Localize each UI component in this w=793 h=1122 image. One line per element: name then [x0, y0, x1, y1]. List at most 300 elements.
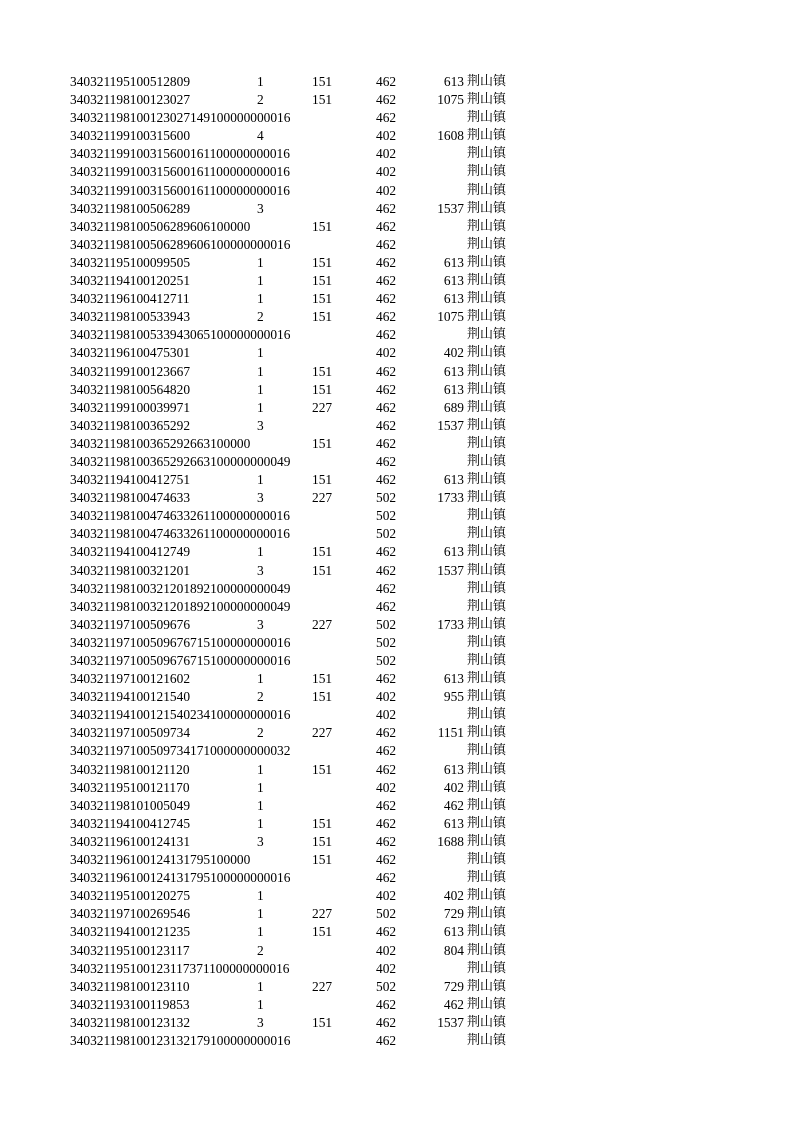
town-cell: 荆山镇 [467, 291, 507, 307]
amount-b-cell: 462 [376, 761, 397, 777]
amount-a-cell: 151 [312, 363, 333, 379]
id-cell: 340321198100365292663100000000049 [70, 453, 291, 469]
count-cell: 2 [257, 942, 264, 958]
id-cell: 340321197100509676715100000000016 [70, 634, 291, 650]
id-cell: 340321198100506289606100000000016 [70, 236, 291, 252]
town-cell: 荆山镇 [467, 852, 507, 868]
total-cell: 1537 [437, 1014, 464, 1030]
amount-a-cell: 227 [312, 616, 333, 632]
id-cell: 340321195100121170 [70, 779, 190, 795]
table-row [70, 1014, 530, 1032]
amount-b-cell: 462 [376, 996, 397, 1012]
amount-b-cell: 462 [376, 797, 397, 813]
amount-b-cell: 462 [376, 852, 397, 868]
id-cell: 340321198100321201 [70, 562, 191, 578]
amount-a-cell: 151 [312, 291, 333, 307]
id-cell: 340321193100119853 [70, 996, 190, 1012]
town-cell: 荆山镇 [467, 526, 507, 542]
amount-a-cell: 151 [312, 562, 333, 578]
total-cell: 613 [443, 363, 464, 379]
count-cell: 2 [257, 92, 264, 108]
amount-b-cell: 502 [376, 634, 397, 650]
amount-a-cell: 151 [312, 924, 333, 940]
amount-b-cell: 462 [376, 74, 397, 89]
id-cell: 340321199100039971 [70, 399, 191, 415]
amount-b-cell: 462 [376, 598, 397, 614]
id-cell: 340321197100509734171000000000032 [70, 743, 291, 759]
amount-b-cell: 462 [376, 399, 397, 415]
id-cell: 340321198100121120 [70, 761, 190, 777]
id-cell: 340321198100123110 [70, 978, 190, 994]
id-cell: 340321199100315600161100000000016 [70, 182, 290, 198]
table-row [70, 761, 530, 779]
amount-b-cell: 502 [376, 616, 397, 632]
total-cell: 804 [443, 942, 464, 958]
amount-a-cell: 151 [312, 671, 333, 687]
table-row [70, 724, 530, 742]
table-row [70, 200, 530, 218]
table-row [70, 978, 530, 996]
id-cell: 340321196100124131795100000 [70, 852, 251, 868]
table-row [70, 942, 530, 960]
count-cell: 4 [257, 128, 264, 144]
count-cell: 3 [257, 1014, 264, 1030]
amount-a-cell: 151 [312, 254, 333, 270]
town-cell: 荆山镇 [467, 580, 507, 596]
town-cell: 荆山镇 [467, 1014, 507, 1030]
total-cell: 462 [443, 797, 464, 813]
table-row [70, 562, 530, 580]
count-cell: 1 [257, 544, 264, 560]
amount-b-cell: 502 [376, 653, 397, 668]
amount-b-cell: 462 [376, 92, 397, 108]
count-cell: 1 [257, 291, 264, 307]
id-cell: 340321198100365292663100000 [70, 435, 251, 451]
amount-b-cell: 402 [376, 128, 397, 144]
total-cell: 1537 [437, 200, 464, 216]
id-cell: 340321199100315600161100000000016 [70, 164, 290, 180]
table-row [70, 797, 530, 815]
count-cell: 3 [257, 616, 264, 632]
count-cell: 1 [257, 978, 264, 994]
table-row [70, 706, 530, 724]
amount-b-cell: 462 [376, 435, 397, 451]
id-cell: 340321198100365292 [70, 417, 191, 433]
town-cell: 荆山镇 [467, 345, 507, 361]
town-cell: 荆山镇 [467, 743, 507, 759]
table-row [70, 996, 530, 1014]
total-cell: 402 [443, 345, 464, 361]
total-cell: 1733 [437, 490, 464, 506]
id-cell: 340321197100509676 [70, 616, 191, 632]
id-cell: 340321198100321201892100000000049 [70, 580, 291, 596]
town-cell: 荆山镇 [467, 544, 507, 560]
table-row [70, 833, 530, 851]
amount-a-cell: 151 [312, 815, 333, 831]
count-cell: 1 [257, 345, 264, 361]
amount-b-cell: 462 [376, 580, 397, 596]
town-cell: 荆山镇 [467, 598, 507, 614]
id-cell: 340321198100506289 [70, 200, 191, 216]
amount-b-cell: 502 [376, 490, 397, 506]
count-cell: 1 [257, 761, 264, 777]
total-cell: 613 [443, 254, 464, 270]
amount-b-cell: 462 [376, 363, 397, 379]
count-cell: 1 [257, 797, 264, 813]
amount-b-cell: 462 [376, 218, 397, 234]
town-cell: 荆山镇 [467, 490, 507, 506]
town-cell: 荆山镇 [467, 327, 507, 343]
total-cell: 1733 [437, 616, 464, 632]
table-row [70, 887, 530, 905]
id-cell: 340321198100123132179100000000016 [70, 1032, 291, 1048]
town-cell: 荆山镇 [467, 92, 507, 108]
amount-a-cell: 227 [312, 978, 333, 994]
town-cell: 荆山镇 [467, 797, 507, 813]
total-cell: 1537 [437, 417, 464, 433]
town-cell: 荆山镇 [467, 273, 507, 289]
amount-b-cell: 502 [376, 526, 397, 542]
town-cell: 荆山镇 [467, 200, 507, 216]
table-row [70, 1032, 530, 1050]
id-cell: 340321198100123027149100000000016 [70, 110, 291, 126]
amount-b-cell: 402 [376, 182, 397, 198]
total-cell: 613 [443, 544, 464, 560]
id-cell: 340321198100123132 [70, 1014, 191, 1030]
total-cell: 613 [443, 671, 464, 687]
count-cell: 2 [257, 689, 264, 705]
id-cell: 340321195100123117371100000000016 [70, 960, 290, 976]
table-row [70, 634, 530, 652]
id-cell: 340321198100533943 [70, 309, 191, 325]
amount-b-cell: 462 [376, 110, 397, 126]
amount-a-cell: 151 [312, 761, 333, 777]
table-row [70, 91, 530, 109]
id-cell: 340321198100321201892100000000049 [70, 598, 291, 614]
count-cell: 1 [257, 924, 264, 940]
amount-b-cell: 402 [376, 164, 397, 180]
total-cell: 1608 [437, 128, 464, 144]
table-row [70, 435, 530, 453]
town-cell: 荆山镇 [467, 978, 507, 994]
id-cell: 340321195100120275 [70, 888, 191, 904]
table-row [70, 670, 530, 688]
table-row [70, 236, 530, 254]
count-cell: 2 [257, 725, 264, 741]
amount-a-cell: 151 [312, 852, 333, 868]
table-row [70, 308, 530, 326]
count-cell: 3 [257, 562, 264, 578]
id-cell: 340321194100121235 [70, 924, 191, 940]
amount-b-cell: 402 [376, 146, 397, 162]
table-row [70, 344, 530, 362]
total-cell: 613 [443, 815, 464, 831]
amount-b-cell: 462 [376, 562, 397, 578]
amount-a-cell: 151 [312, 833, 333, 849]
amount-b-cell: 462 [376, 200, 397, 216]
town-cell: 荆山镇 [467, 453, 507, 469]
amount-b-cell: 502 [376, 978, 397, 994]
amount-a-cell: 151 [312, 273, 333, 289]
table-row [70, 815, 530, 833]
total-cell: 955 [443, 689, 464, 705]
town-cell: 荆山镇 [467, 508, 507, 524]
id-cell: 340321198100474633261100000000016 [70, 508, 290, 524]
id-cell: 340321198101005049 [70, 797, 191, 813]
count-cell: 1 [257, 74, 264, 89]
total-cell: 613 [443, 291, 464, 307]
town-cell: 荆山镇 [467, 218, 507, 234]
amount-b-cell: 462 [376, 236, 397, 252]
table-row [70, 326, 530, 344]
amount-a-cell: 151 [312, 92, 333, 108]
count-cell: 1 [257, 254, 264, 270]
table-row [70, 525, 530, 543]
town-cell: 荆山镇 [467, 128, 507, 144]
amount-a-cell: 151 [312, 435, 333, 451]
town-cell: 荆山镇 [467, 996, 507, 1012]
total-cell: 1151 [437, 725, 464, 741]
town-cell: 荆山镇 [467, 815, 507, 831]
town-cell: 荆山镇 [467, 689, 507, 705]
id-cell: 340321196100124131795100000000016 [70, 870, 291, 886]
town-cell: 荆山镇 [467, 653, 507, 668]
amount-b-cell: 462 [376, 453, 397, 469]
table-row [70, 363, 530, 381]
town-cell: 荆山镇 [467, 870, 507, 886]
amount-a-cell: 151 [312, 472, 333, 488]
count-cell: 3 [257, 490, 264, 506]
table-row [70, 417, 530, 435]
id-cell: 340321199100315600 [70, 128, 191, 144]
amount-a-cell: 227 [312, 906, 333, 922]
table-row [70, 73, 530, 91]
id-cell: 340321197100269546 [70, 906, 191, 922]
table-row [70, 471, 530, 489]
town-cell: 荆山镇 [467, 435, 507, 451]
town-cell: 荆山镇 [467, 182, 507, 198]
table-row [70, 127, 530, 145]
amount-a-cell: 227 [312, 399, 333, 415]
amount-b-cell: 402 [376, 707, 397, 723]
table-row [70, 652, 530, 670]
table-row [70, 598, 530, 616]
town-cell: 荆山镇 [467, 888, 507, 904]
amount-b-cell: 462 [376, 815, 397, 831]
table-row [70, 688, 530, 706]
table-row [70, 960, 530, 978]
id-cell: 340321198100506289606100000 [70, 218, 251, 234]
amount-a-cell: 151 [312, 689, 333, 705]
town-cell: 荆山镇 [467, 671, 507, 687]
town-cell: 荆山镇 [467, 146, 507, 162]
town-cell: 荆山镇 [467, 254, 507, 270]
total-cell: 1075 [437, 92, 464, 108]
id-cell: 340321194100121540234100000000016 [70, 707, 291, 723]
count-cell: 3 [257, 833, 264, 849]
id-cell: 340321194100412749 [70, 544, 191, 560]
table-row [70, 489, 530, 507]
town-cell: 荆山镇 [467, 399, 507, 415]
total-cell: 729 [443, 906, 464, 922]
amount-b-cell: 402 [376, 689, 397, 705]
total-cell: 613 [443, 74, 464, 89]
amount-b-cell: 462 [376, 381, 397, 397]
count-cell: 3 [257, 200, 264, 216]
table-row [70, 923, 530, 941]
spreadsheet-table [70, 73, 530, 1050]
amount-b-cell: 462 [376, 743, 397, 759]
table-row [70, 779, 530, 797]
amount-a-cell: 151 [312, 218, 333, 234]
town-cell: 荆山镇 [467, 779, 507, 795]
total-cell: 402 [443, 888, 464, 904]
table-row [70, 218, 530, 236]
id-cell: 340321194100121540 [70, 689, 191, 705]
id-cell: 340321196100412711 [70, 291, 190, 307]
table-row [70, 163, 530, 181]
table-row [70, 616, 530, 634]
amount-a-cell: 227 [312, 725, 333, 741]
town-cell: 荆山镇 [467, 942, 507, 958]
amount-b-cell: 462 [376, 327, 397, 343]
town-cell: 荆山镇 [467, 417, 507, 433]
count-cell: 1 [257, 273, 264, 289]
table-row [70, 254, 530, 272]
id-cell: 340321195100099505 [70, 254, 191, 270]
amount-b-cell: 502 [376, 508, 397, 524]
table-row [70, 381, 530, 399]
table-row [70, 109, 530, 127]
table-row [70, 290, 530, 308]
table-row [70, 742, 530, 760]
count-cell: 1 [257, 906, 264, 922]
amount-b-cell: 402 [376, 779, 397, 795]
town-cell: 荆山镇 [467, 110, 507, 126]
id-cell: 340321198100474633261100000000016 [70, 526, 290, 542]
total-cell: 729 [443, 978, 464, 994]
amount-a-cell: 151 [312, 74, 333, 89]
town-cell: 荆山镇 [467, 634, 507, 650]
count-cell: 1 [257, 472, 264, 488]
amount-b-cell: 402 [376, 888, 397, 904]
amount-b-cell: 462 [376, 1032, 397, 1048]
amount-b-cell: 462 [376, 924, 397, 940]
total-cell: 613 [443, 924, 464, 940]
total-cell: 1537 [437, 562, 464, 578]
town-cell: 荆山镇 [467, 363, 507, 379]
table-row [70, 145, 530, 163]
amount-b-cell: 462 [376, 273, 397, 289]
amount-b-cell: 462 [376, 1014, 397, 1030]
id-cell: 340321197100509676715100000000016 [70, 653, 291, 668]
table-row [70, 869, 530, 887]
total-cell: 689 [443, 399, 464, 415]
total-cell: 613 [443, 273, 464, 289]
table-row [70, 272, 530, 290]
amount-b-cell: 462 [376, 671, 397, 687]
total-cell: 402 [443, 779, 464, 795]
amount-b-cell: 402 [376, 345, 397, 361]
id-cell: 340321196100475301 [70, 345, 191, 361]
town-cell: 荆山镇 [467, 833, 507, 849]
amount-b-cell: 462 [376, 725, 397, 741]
count-cell: 1 [257, 779, 264, 795]
id-cell: 340321198100123027 [70, 92, 191, 108]
town-cell: 荆山镇 [467, 164, 507, 180]
count-cell: 1 [257, 815, 264, 831]
total-cell: 613 [443, 381, 464, 397]
amount-b-cell: 462 [376, 544, 397, 560]
town-cell: 荆山镇 [467, 924, 507, 940]
count-cell: 1 [257, 399, 264, 415]
table-row [70, 851, 530, 869]
town-cell: 荆山镇 [467, 472, 507, 488]
total-cell: 613 [443, 472, 464, 488]
amount-b-cell: 462 [376, 472, 397, 488]
total-cell: 613 [443, 761, 464, 777]
town-cell: 荆山镇 [467, 906, 507, 922]
table-row [70, 399, 530, 417]
town-cell: 荆山镇 [467, 562, 507, 578]
id-cell: 340321195100123117 [70, 942, 190, 958]
id-cell: 340321194100120251 [70, 273, 191, 289]
id-cell: 340321196100124131 [70, 833, 191, 849]
id-cell: 340321195100512809 [70, 74, 191, 89]
town-cell: 荆山镇 [467, 616, 507, 632]
count-cell: 3 [257, 417, 264, 433]
table-row [70, 453, 530, 471]
amount-a-cell: 227 [312, 490, 333, 506]
id-cell: 340321194100412745 [70, 815, 191, 831]
town-cell: 荆山镇 [467, 381, 507, 397]
town-cell: 荆山镇 [467, 725, 507, 741]
amount-a-cell: 151 [312, 309, 333, 325]
amount-b-cell: 462 [376, 309, 397, 325]
amount-b-cell: 462 [376, 417, 397, 433]
total-cell: 1075 [437, 309, 464, 325]
count-cell: 2 [257, 309, 264, 325]
id-cell: 340321194100412751 [70, 472, 191, 488]
id-cell: 340321199100315600161100000000016 [70, 146, 290, 162]
amount-b-cell: 402 [376, 942, 397, 958]
table-row [70, 507, 530, 525]
id-cell: 340321198100474633 [70, 490, 191, 506]
town-cell: 荆山镇 [467, 236, 507, 252]
count-cell: 1 [257, 888, 264, 904]
total-cell: 462 [443, 996, 464, 1012]
count-cell: 1 [257, 996, 264, 1012]
town-cell: 荆山镇 [467, 960, 507, 976]
table-row [70, 580, 530, 598]
count-cell: 1 [257, 363, 264, 379]
amount-a-cell: 151 [312, 544, 333, 560]
total-cell: 1688 [437, 833, 464, 849]
amount-b-cell: 502 [376, 906, 397, 922]
count-cell: 1 [257, 671, 264, 687]
amount-b-cell: 402 [376, 960, 397, 976]
table-row [70, 905, 530, 923]
count-cell: 1 [257, 381, 264, 397]
id-cell: 340321198100533943065100000000016 [70, 327, 291, 343]
amount-a-cell: 151 [312, 381, 333, 397]
town-cell: 荆山镇 [467, 761, 507, 777]
id-cell: 340321197100121602 [70, 671, 191, 687]
id-cell: 340321197100509734 [70, 725, 191, 741]
amount-b-cell: 462 [376, 833, 397, 849]
town-cell: 荆山镇 [467, 707, 507, 723]
town-cell: 荆山镇 [467, 74, 507, 89]
